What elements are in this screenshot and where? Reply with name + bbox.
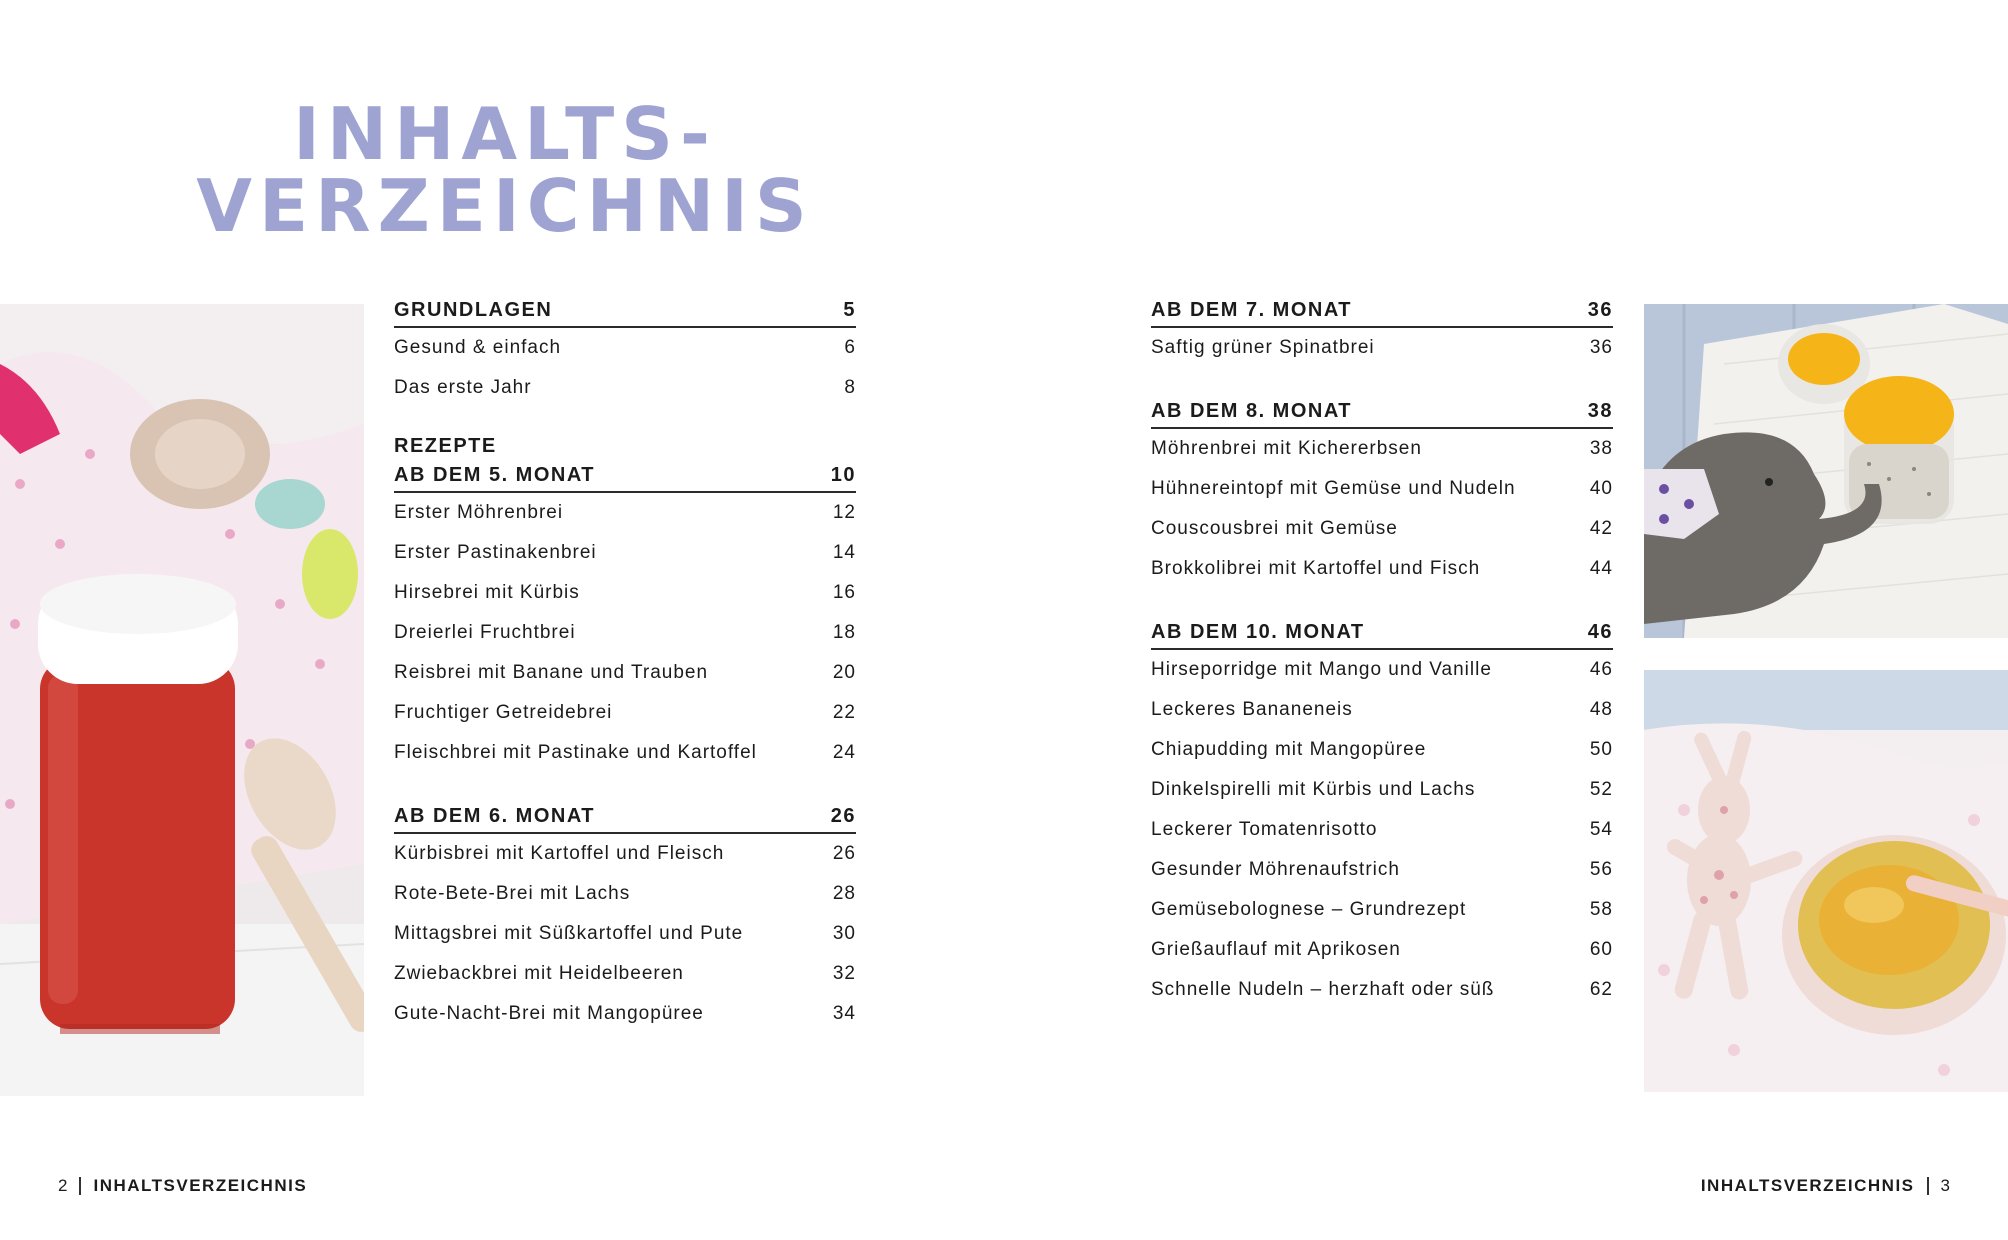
entry-title: Erster Möhrenbrei (394, 502, 564, 523)
entry-page: 54 (1589, 819, 1613, 840)
toc-entry[interactable] (1151, 469, 1613, 509)
toc-entry[interactable] (1151, 850, 1613, 890)
entry-title: Couscousbrei mit Gemüse (1151, 518, 1398, 539)
toc-entry[interactable] (394, 914, 856, 954)
toc-entry[interactable] (394, 613, 856, 653)
section-page: 38 (1587, 400, 1613, 422)
toc-entry[interactable] (394, 994, 856, 1034)
entry-title: Fruchtiger Getreidebrei (394, 702, 613, 723)
toc-entry[interactable] (1151, 549, 1613, 589)
entry-page: 14 (832, 542, 856, 563)
section-title: AB DEM 7. MONAT (1151, 299, 1353, 321)
entry-page: 50 (1589, 739, 1613, 760)
entry-title: Schnelle Nudeln – herzhaft oder süß (1151, 979, 1495, 1000)
title-line-2: VERZEICHNIS (196, 164, 814, 248)
toc-entry[interactable] (394, 733, 856, 773)
section-heading[interactable] (394, 292, 856, 328)
toc-entry[interactable] (394, 533, 856, 573)
section-page: 46 (1587, 621, 1613, 643)
toc-left (394, 292, 856, 1059)
entry-title: Saftig grüner Spinatbrei (1151, 337, 1375, 358)
entry-title: Gute-Nacht-Brei mit Mangopüree (394, 1003, 704, 1024)
entry-title: Mittagsbrei mit Süßkartoffel und Pute (394, 923, 744, 944)
toc-entry[interactable] (1151, 930, 1613, 970)
footer-left (58, 1176, 307, 1196)
entry-page: 26 (832, 843, 856, 864)
entry-page: 20 (832, 662, 856, 683)
toc-entry[interactable] (1151, 810, 1613, 850)
toc-entry[interactable] (1151, 328, 1613, 368)
toc-entry[interactable] (394, 573, 856, 613)
toc-entry[interactable] (1151, 730, 1613, 770)
section-heading[interactable] (1151, 292, 1613, 328)
toc-section-7-monat (1151, 292, 1613, 368)
entry-page: 62 (1589, 979, 1613, 1000)
entry-title: Reisbrei mit Banane und Trauben (394, 662, 709, 683)
photo-tomato-jar (0, 304, 364, 1096)
toc-entry[interactable] (394, 368, 856, 408)
entry-page: 60 (1589, 939, 1613, 960)
entry-page: 8 (844, 377, 856, 398)
toc-entry[interactable] (394, 874, 856, 914)
entry-title: Gesund & einfach (394, 337, 562, 358)
entry-title: Fleischbrei mit Pastinake und Kartoffel (394, 742, 757, 763)
entry-page: 30 (832, 923, 856, 944)
toc-section-6-monat (394, 798, 856, 1034)
toc-entry[interactable] (394, 493, 856, 533)
section-heading[interactable] (394, 461, 856, 493)
footer-label: INHALTSVERZEICHNIS (93, 1176, 308, 1195)
section-title: AB DEM 5. MONAT (394, 464, 596, 486)
section-page: 10 (830, 464, 856, 486)
entry-page: 6 (844, 337, 856, 358)
toc-entry[interactable] (394, 954, 856, 994)
entry-page: 46 (1589, 659, 1613, 680)
page-title (0, 92, 1010, 248)
entry-page: 42 (1589, 518, 1613, 539)
entry-page: 24 (832, 742, 856, 763)
entry-page: 52 (1589, 779, 1613, 800)
entry-title: Chiapudding mit Mangopüree (1151, 739, 1427, 760)
entry-title: Das erste Jahr (394, 377, 532, 398)
page-number: 2 (58, 1176, 68, 1195)
entry-page: 22 (832, 702, 856, 723)
section-page: 26 (830, 805, 856, 827)
section-superheading: REZEPTE (394, 435, 497, 457)
toc-section-grundlagen (394, 292, 856, 408)
toc-right (1151, 292, 1613, 1035)
toc-entry[interactable] (1151, 690, 1613, 730)
entry-page: 58 (1589, 899, 1613, 920)
section-heading[interactable] (1151, 614, 1613, 650)
entry-title: Hirsebrei mit Kürbis (394, 582, 580, 603)
entry-title: Rote-Bete-Brei mit Lachs (394, 883, 631, 904)
footer-label: INHALTSVERZEICHNIS (1700, 1176, 1915, 1195)
toc-section-10-monat (1151, 614, 1613, 1010)
toc-entry[interactable] (1151, 429, 1613, 469)
entry-title: Dreierlei Fruchtbrei (394, 622, 576, 643)
footer-divider (79, 1177, 81, 1195)
section-heading[interactable] (1151, 393, 1613, 429)
footer-right (1701, 1176, 1950, 1196)
toc-entry[interactable] (1151, 970, 1613, 1010)
entry-page: 28 (832, 883, 856, 904)
toc-entry[interactable] (394, 328, 856, 368)
entry-page: 40 (1589, 478, 1613, 499)
entry-title: Zwiebackbrei mit Heidelbeeren (394, 963, 684, 984)
section-title: GRUNDLAGEN (394, 299, 553, 321)
toc-entry[interactable] (394, 834, 856, 874)
entry-page: 16 (832, 582, 856, 603)
toc-entry[interactable] (1151, 890, 1613, 930)
toc-entry[interactable] (1151, 650, 1613, 690)
entry-page: 38 (1589, 438, 1613, 459)
entry-title: Gemüsebolognese – Grundrezept (1151, 899, 1467, 920)
entry-page: 48 (1589, 699, 1613, 720)
section-heading[interactable] (394, 798, 856, 834)
entry-title: Leckerer Tomatenrisotto (1151, 819, 1378, 840)
entry-title: Erster Pastinakenbrei (394, 542, 597, 563)
entry-title: Leckeres Bananeneis (1151, 699, 1353, 720)
entry-page: 32 (832, 963, 856, 984)
entry-page: 12 (832, 502, 856, 523)
toc-section-5-monat (394, 431, 856, 773)
section-page: 36 (1587, 299, 1613, 321)
toc-entry[interactable] (1151, 509, 1613, 549)
entry-page: 36 (1589, 337, 1613, 358)
toc-entry[interactable] (1151, 770, 1613, 810)
entry-page: 34 (832, 1003, 856, 1024)
title-line-1: INHALTS- (293, 92, 717, 176)
section-page: 5 (843, 299, 856, 321)
toc-section-8-monat (1151, 393, 1613, 589)
photo-bowl-puree (1644, 670, 2008, 1092)
entry-page: 56 (1589, 859, 1613, 880)
entry-page: 44 (1589, 558, 1613, 579)
photo-elephant-mango (1644, 304, 2008, 638)
entry-title: Hühnereintopf mit Gemüse und Nudeln (1151, 478, 1516, 499)
entry-title: Kürbisbrei mit Kartoffel und Fleisch (394, 843, 725, 864)
entry-title: Brokkolibrei mit Kartoffel und Fisch (1151, 558, 1481, 579)
entry-title: Grießauflauf mit Aprikosen (1151, 939, 1401, 960)
section-title: AB DEM 6. MONAT (394, 805, 596, 827)
page-number: 3 (1940, 1176, 1950, 1195)
toc-entry[interactable] (394, 693, 856, 733)
entry-title: Hirseporridge mit Mango und Vanille (1151, 659, 1492, 680)
entry-title: Gesunder Möhrenaufstrich (1151, 859, 1400, 880)
toc-entry[interactable] (394, 653, 856, 693)
entry-page: 18 (832, 622, 856, 643)
section-title: AB DEM 8. MONAT (1151, 400, 1353, 422)
section-title: AB DEM 10. MONAT (1151, 621, 1365, 643)
footer-divider (1927, 1177, 1929, 1195)
entry-title: Möhrenbrei mit Kichererbsen (1151, 438, 1422, 459)
entry-title: Dinkelspirelli mit Kürbis und Lachs (1151, 779, 1476, 800)
